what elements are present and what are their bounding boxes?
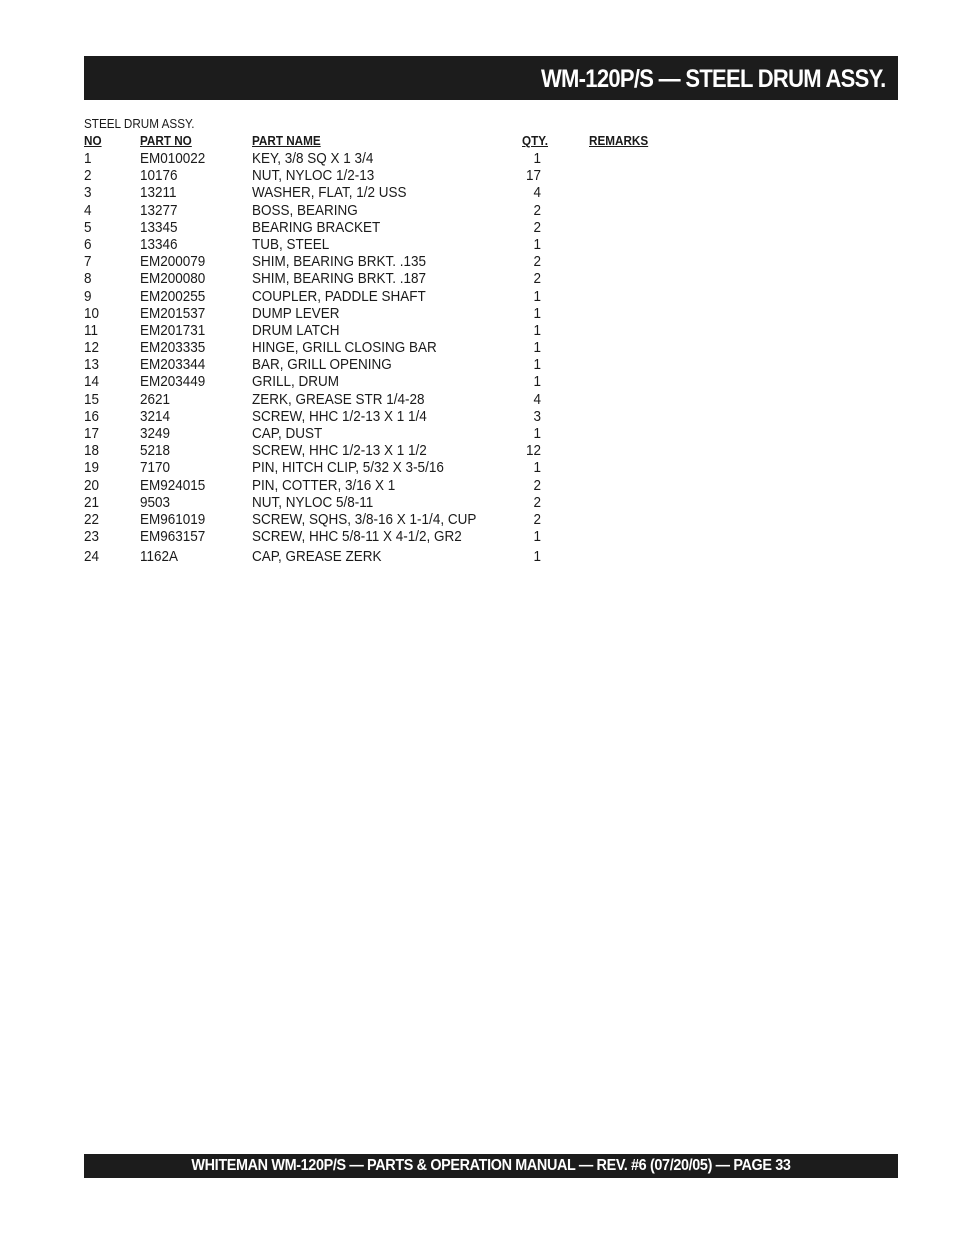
- row-part-no: EM203335: [140, 339, 206, 357]
- table-row: [0, 408, 954, 425]
- row-part-no: 1162A: [140, 548, 179, 566]
- table-row: [0, 322, 954, 339]
- row-part-no: EM200080: [140, 270, 206, 288]
- row-no: 3: [84, 184, 92, 202]
- row-part-name: CAP, DUST: [252, 425, 323, 442]
- row-part-name: NUT, NYLOC 5/8-11: [252, 493, 374, 511]
- row-part-name: NUT, NYLOC 1/2-13: [252, 167, 375, 185]
- row-part-no: 13277: [140, 201, 178, 219]
- row-part-name: CAP, GREASE ZERK: [252, 548, 382, 566]
- row-qty: 1: [533, 321, 541, 339]
- row-no: 6: [84, 235, 92, 253]
- row-part-no: EM203449: [140, 373, 206, 391]
- row-no: 13: [84, 356, 100, 374]
- table-row: [0, 339, 954, 356]
- row-part-no: 13211: [140, 184, 177, 202]
- table-row: [0, 288, 954, 305]
- table-row: [0, 391, 954, 408]
- column-header-qty: QTY.: [522, 133, 549, 148]
- row-qty: 1: [533, 425, 541, 442]
- row-part-no: EM201731: [140, 321, 206, 339]
- row-qty: 1: [533, 356, 541, 374]
- table-row: [0, 425, 954, 442]
- row-part-no: EM924015: [140, 476, 206, 494]
- row-qty: 4: [533, 184, 541, 202]
- row-no: 10: [84, 304, 100, 322]
- table-row: [0, 548, 954, 565]
- table-row: [0, 219, 954, 236]
- row-qty: 2: [533, 218, 541, 236]
- row-qty: 1: [533, 548, 541, 566]
- row-no: 4: [84, 201, 92, 219]
- table-row: [0, 459, 954, 476]
- column-header-no: NO: [84, 133, 102, 148]
- table-row: [0, 150, 954, 167]
- row-part-no: 5218: [140, 442, 171, 460]
- row-part-no: EM963157: [140, 528, 206, 546]
- section-label: STEEL DRUM ASSY.: [84, 116, 195, 131]
- column-header-remarks: REMARKS: [589, 133, 649, 148]
- row-part-name: SCREW, SQHS, 3/8-16 X 1-1/4, CUP: [252, 510, 477, 528]
- row-part-name: PIN, COTTER, 3/16 X 1: [252, 476, 396, 494]
- page-header-bar: [84, 56, 898, 100]
- row-no: 1: [84, 150, 92, 167]
- row-no: 16: [84, 407, 100, 425]
- table-row: [0, 253, 954, 270]
- row-part-name: TUB, STEEL: [252, 235, 330, 253]
- row-part-name: DRUM LATCH: [252, 321, 340, 339]
- row-part-no: 13346: [140, 235, 178, 253]
- row-part-no: 10176: [140, 167, 178, 185]
- row-no: 2: [84, 167, 92, 185]
- row-part-name: DUMP LEVER: [252, 304, 340, 322]
- row-part-no: 3249: [140, 425, 171, 442]
- table-row: [0, 494, 954, 511]
- row-part-name: PIN, HITCH CLIP, 5/32 X 3-5/16: [252, 459, 444, 477]
- row-qty: 1: [533, 528, 541, 546]
- row-part-no: EM201537: [140, 304, 206, 322]
- row-no: 11: [84, 321, 99, 339]
- row-no: 12: [84, 339, 100, 357]
- table-row: [0, 236, 954, 253]
- table-row: [0, 442, 954, 459]
- row-qty: 1: [533, 304, 541, 322]
- row-qty: 2: [533, 270, 541, 288]
- row-part-name: SCREW, HHC 1/2-13 X 1 1/2: [252, 442, 427, 460]
- page-footer: WHITEMAN WM-120P/S — PARTS & OPERATION MANUAL — REV. #6 (07/20/05) — PAGE 33: [191, 1157, 791, 1174]
- row-no: 5: [84, 218, 92, 236]
- row-part-no: EM961019: [140, 510, 206, 528]
- row-qty: 1: [533, 339, 541, 357]
- row-part-no: EM010022: [140, 150, 206, 167]
- row-qty: 1: [533, 373, 541, 391]
- row-part-name: GRILL, DRUM: [252, 373, 340, 391]
- table-row: [0, 305, 954, 322]
- row-part-name: HINGE, GRILL CLOSING BAR: [252, 339, 437, 357]
- row-qty: 2: [533, 253, 541, 271]
- table-row: [0, 202, 954, 219]
- row-qty: 3: [533, 407, 541, 425]
- row-no: 8: [84, 270, 92, 288]
- row-no: 18: [84, 442, 100, 460]
- row-qty: 1: [533, 459, 541, 477]
- row-qty: 2: [533, 201, 541, 219]
- table-row: [0, 270, 954, 287]
- row-part-name: SHIM, BEARING BRKT. .187: [252, 270, 427, 288]
- page-footer-bar: [84, 1154, 898, 1178]
- row-no: 21: [84, 493, 100, 511]
- table-row: [0, 373, 954, 390]
- table-row: [0, 511, 954, 528]
- row-part-name: WASHER, FLAT, 1/2 USS: [252, 184, 407, 202]
- row-qty: 2: [533, 510, 541, 528]
- row-no: 14: [84, 373, 100, 391]
- row-part-name: BEARING BRACKET: [252, 218, 381, 236]
- row-part-no: 3214: [140, 407, 171, 425]
- row-part-no: EM203344: [140, 356, 206, 374]
- table-row: [0, 167, 954, 184]
- row-qty: 1: [533, 150, 541, 167]
- row-part-name: KEY, 3/8 SQ X 1 3/4: [252, 150, 374, 167]
- row-no: 9: [84, 287, 92, 305]
- row-part-name: BAR, GRILL OPENING: [252, 356, 392, 374]
- table-row: [0, 356, 954, 373]
- row-part-name: SCREW, HHC 1/2-13 X 1 1/4: [252, 407, 427, 425]
- row-qty: 17: [525, 167, 541, 185]
- row-part-name: BOSS, BEARING: [252, 201, 358, 219]
- row-no: 23: [84, 528, 100, 546]
- row-no: 7: [84, 253, 92, 271]
- row-part-name: SHIM, BEARING BRKT. .135: [252, 253, 427, 271]
- row-no: 24: [84, 548, 100, 566]
- row-no: 15: [84, 390, 100, 408]
- table-row: [0, 528, 954, 545]
- row-part-name: SCREW, HHC 5/8-11 X 4-1/2, GR2: [252, 528, 462, 546]
- row-part-name: COUPLER, PADDLE SHAFT: [252, 287, 426, 305]
- row-part-name: ZERK, GREASE STR 1/4-28: [252, 390, 425, 408]
- row-no: 17: [84, 425, 100, 442]
- row-part-no: EM200255: [140, 287, 206, 305]
- row-part-no: 2621: [140, 390, 171, 408]
- row-qty: 2: [533, 476, 541, 494]
- row-part-no: EM200079: [140, 253, 206, 271]
- row-part-no: 7170: [140, 459, 171, 477]
- column-header-part-no: PART NO: [140, 133, 192, 148]
- row-qty: 1: [533, 287, 541, 305]
- row-part-no: 9503: [140, 493, 171, 511]
- row-no: 22: [84, 510, 100, 528]
- row-qty: 4: [533, 390, 541, 408]
- row-qty: 1: [533, 235, 541, 253]
- parts-list: [0, 150, 954, 566]
- row-part-no: 13345: [140, 218, 178, 236]
- row-qty: 12: [525, 442, 541, 460]
- row-no: 19: [84, 459, 100, 477]
- column-header-part-name: PART NAME: [252, 133, 321, 148]
- row-no: 20: [84, 476, 100, 494]
- row-qty: 2: [533, 493, 541, 511]
- table-row: [0, 477, 954, 494]
- table-row: [0, 184, 954, 201]
- page-title: WM-120P/S — STEEL DRUM ASSY.: [541, 65, 886, 93]
